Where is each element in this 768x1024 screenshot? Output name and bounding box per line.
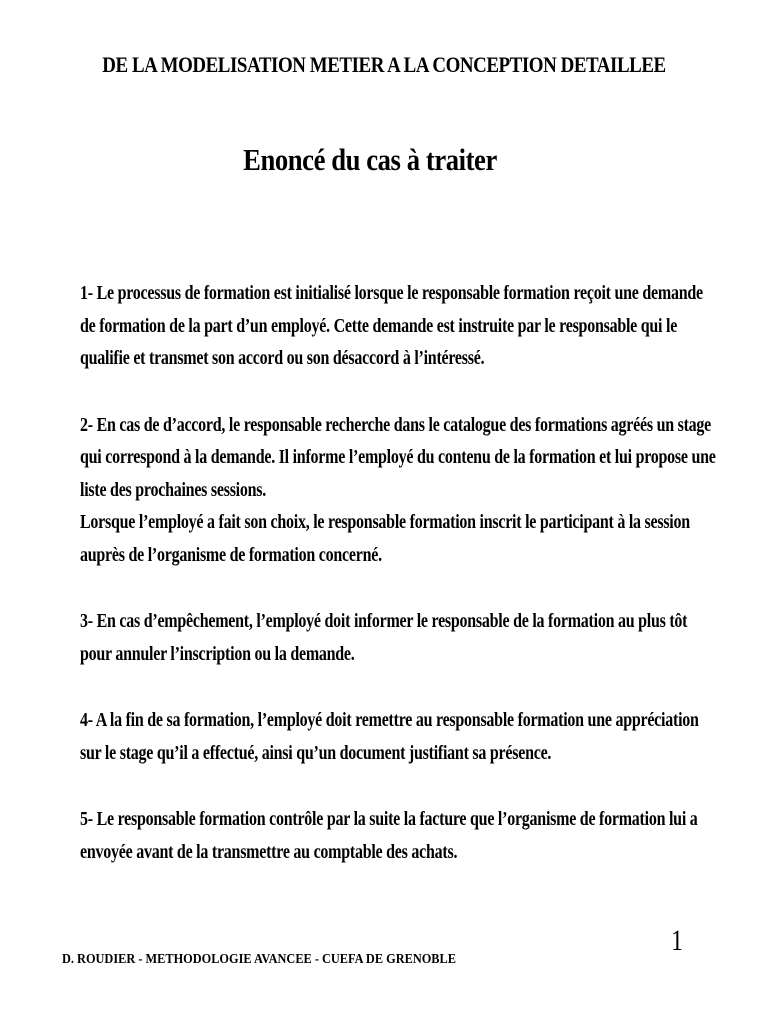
page-number: 1 [671, 924, 683, 957]
text-line: qualifie et transmet son accord ou son désaccord à l’intéressé. [80, 348, 485, 369]
text-line: de formation de la part d’un employé. Cette demande est instruite par le responsable qui le [80, 315, 678, 337]
footer-text: D. ROUDIER - METHODOLOGIE AVANCEE - CUEFA DE GRENOBLE [62, 952, 456, 967]
paragraph-3 [80, 606, 700, 671]
text-line: envoyée avant de la transmettre au comptable des achats. [80, 841, 458, 863]
document-title: DE LA MODELISATION METIER A LA CONCEPTION DETAILLEE [102, 52, 666, 77]
paragraph-4 [80, 705, 700, 770]
paragraph-2 [80, 410, 716, 573]
text-line: 5- Le responsable formation contrôle par la suite la facture que l’organisme de formation lui a [80, 809, 698, 830]
text-line: 3- En cas d’empêchement, l’employé doit informer le responsable de la formation au plus tôt [80, 611, 688, 632]
text-line: 4- A la fin de sa formation, l’employé doit remettre au responsable formation une appréciation [80, 710, 699, 731]
text-line: qui correspond à la demande. Il informe l’employé du contenu de la formation et lui propose une [80, 447, 716, 468]
paragraph-1 [80, 278, 703, 376]
text-line: 1- Le processus de formation est initialisé lorsque le responsable formation reçoit une demande [80, 283, 703, 304]
case-statement [80, 278, 716, 903]
paragraph-5 [80, 804, 700, 869]
text-line: sur le stage qu’il a effectué, ainsi qu’un document justifiant sa présence. [80, 742, 552, 764]
text-line: pour annuler l’inscription ou la demande. [80, 643, 355, 665]
text-line: 2- En cas de d’accord, le responsable recherche dans le catalogue des formations agréés un stage [80, 414, 712, 436]
text-line: liste des prochaines sessions. [80, 479, 267, 501]
text-line: auprès de l’organisme de formation concerné. [80, 544, 382, 566]
text-line: Lorsque l’employé a fait son choix, le responsable formation inscrit le participant à la session [80, 512, 690, 533]
section-title: Enoncé du cas à traiter [243, 142, 497, 177]
